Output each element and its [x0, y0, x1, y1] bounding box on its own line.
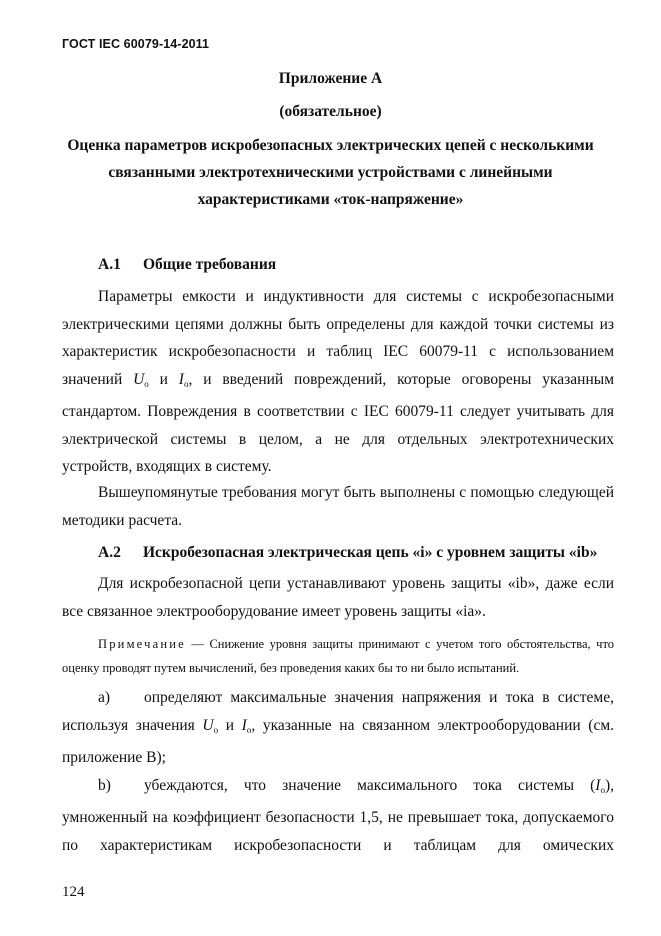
subscript-o: o: [183, 378, 189, 389]
symbol-i: I: [241, 717, 247, 734]
list-item-a: [62, 684, 614, 772]
paragraph-text: , и введений повреждений, которые оговорены указанным стандартом. Повреждения в соответствии с IEC 60079-11 следует учитывать для электрической системы в целом, а не для отдельных электротехнических устройств, входящих в систему.: [62, 370, 614, 475]
subscript-o: o: [213, 725, 219, 735]
annex-title-line-3: характеристиками «ток-напряжение»: [197, 191, 464, 208]
list-item-text: ), умноженный на коэффициент безопасности 1,5, не превышает тока, допускаемого по характеристикам искробезопасности и таблицам для омических: [62, 777, 614, 854]
section-number: А.1: [98, 256, 121, 273]
symbol-u: U: [133, 370, 145, 388]
symbol-i: I: [595, 777, 601, 794]
page-number: 124: [62, 884, 85, 900]
section-title: Общие требования: [143, 256, 277, 273]
note-label: Примечание: [98, 637, 186, 651]
symbol-i: I: [178, 370, 184, 388]
list-item-text: и: [218, 717, 242, 734]
list-marker: b): [98, 777, 111, 794]
paragraph-protection-level: Для искробезопасной цепи устанавливают уровень защиты «ib», даже если все связанное электрооборудование имеет уровень защиты «ia».: [62, 575, 614, 620]
section-heading-a2: [98, 544, 597, 562]
subscript-o: o: [144, 378, 149, 389]
subscript-o: o: [600, 785, 605, 795]
list-item-text: , указанные на связанном электрооборудовании (см. приложение В);: [62, 717, 615, 766]
section-number: А.2: [98, 544, 121, 561]
annex-title-line-2: связанными электротехническими устройствами с линейными: [108, 164, 553, 181]
note: [62, 632, 614, 680]
section-heading-a1: [98, 256, 276, 274]
list-item-text: определяют максимальные значения напряжения и тока в системе, используя значения: [62, 689, 614, 734]
document-id: ГОСТ IEC 60079-14-2011: [62, 37, 210, 51]
subscript-o: o: [246, 725, 252, 735]
annex-status: (обязательное): [279, 103, 382, 120]
paragraph-method: Вышеупомянутые требования могут быть выполнены с помощью следующей методики расчета.: [62, 484, 614, 529]
section-title: Искробезопасная электрическая цепь «i» с уровнем защиты «ib»: [143, 544, 598, 561]
list-item-text: убеждаются, что значение максимального тока системы (: [144, 777, 596, 794]
note-text: — Снижение уровня защиты принимают с учетом того обстоятельства, что оценку проводят путем вычислений, без проведения каких бы то ни было испытаний.: [62, 637, 614, 675]
symbol-u: U: [202, 717, 214, 734]
paragraph-text: Параметры емкости и индуктивности для системы с искробезопасными электрическими цепями должны быть определены для каждой точки системы из характеристик искробезопасности и таблиц IEC 60079-11 с использованием значений: [62, 288, 614, 388]
list-marker: а): [98, 689, 111, 706]
annex-label: Приложение А: [278, 70, 383, 87]
list-item-b: [62, 772, 614, 860]
annex-title-line-1: Оценка параметров искробезопасных электрических цепей с несколькими: [67, 137, 594, 154]
paragraph-general-requirements: [62, 283, 614, 481]
paragraph-text: и: [148, 370, 179, 388]
